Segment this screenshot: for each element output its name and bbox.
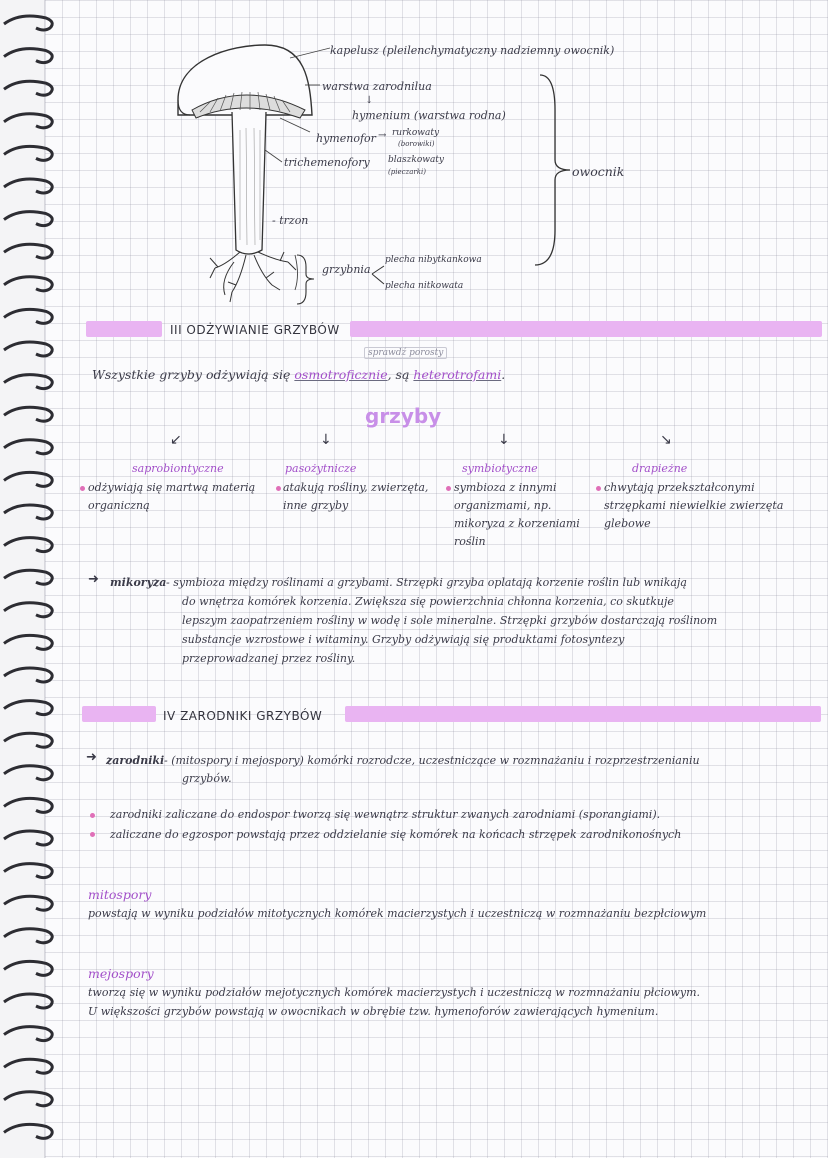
spiral-coil [4,668,52,682]
arrow-down-icon: ↓ [365,95,374,106]
spore-bullet: zaliczane do egzospor powstają przez oddzielanie się komórek na końcach strzępek zarodnikonośnych [110,828,682,841]
heading-mejospory: mejospory [88,966,154,981]
bullet-dot [90,813,95,818]
mikoryza-line: - symbioza między roślinami a grzybami. Strzępki grzyba oplatają korzenie roślin lub wnikają [166,576,687,589]
spiral-coil [4,49,52,63]
spiral-coil [4,1124,52,1138]
type-name: pasożytnicze [285,462,357,475]
spiral-coil [4,309,52,323]
type-desc: mikoryza z korzeniami [454,517,580,530]
small-brace [292,252,322,307]
arrow-down-icon: ↘ [660,432,672,448]
mikoryza-line: substancje wzrostowe i witaminy. Grzyby odżywiają się produktami fotosyntezy [182,633,625,646]
spiral-coil [4,212,52,226]
spiral-coil [4,440,52,454]
spiral-coil [4,635,52,649]
fork-lines [370,262,388,287]
type-desc: organizmami, np. [454,499,552,512]
label-plecha-nibytkankowa: plecha nibytkankowa [385,255,482,265]
intro-sentence: Wszystkie grzyby odżywiają się osmotroficznie, są heterotrofami. [92,367,506,382]
arrow-down-icon: ↙ [170,432,182,448]
label-trzon: - trzon [272,214,309,227]
highlight-bar [86,321,162,337]
highlight-bar [350,321,822,337]
spiral-coil [4,472,52,486]
zarodniki-line: grzybów. [182,772,232,785]
label-blaszkowaty-sub: (pieczarki) [388,168,426,176]
label-plecha-nitkowata: plecha nitkowata [385,281,464,291]
type-desc: inne grzyby [283,499,349,512]
bullet-dot [80,486,85,491]
spiral-coil [4,81,52,95]
spiral-coil [4,733,52,747]
label-owocnik: owocnik [572,164,625,179]
title-grzyby: grzyby [365,404,442,428]
bullet-dot [90,832,95,837]
heading-mitospory: mitospory [88,887,152,902]
arrow-right-icon: → [378,130,387,141]
spiral-coil [4,505,52,519]
arrow-right-icon: ➜ [88,572,99,587]
bullet-dot [446,486,451,491]
type-desc: atakują rośliny, zwierzęta, [283,481,429,494]
label-trichemenofory: trichemenofory [284,156,370,169]
spiral-coil [4,407,52,421]
mikoryza-line: do wnętrza komórek korzenia. Zwiększa się powierzchnia chłonna korzenia, co skutkuje [182,595,674,608]
label-warstwa: warstwa zarodnilua [322,80,432,93]
mikoryza-line: przeprowadzanej przez rośliny. [182,652,356,665]
spiral-coil [4,570,52,584]
spiral-coil [4,961,52,975]
highlight-bar [82,706,156,722]
label-blaszkowaty: blaszkowaty [388,155,445,165]
zarodniki-line: - (mitospory i mejospory) komórki rozrodcze, uczestniczące w rozmnażaniu i rozprzestrzenianiu [164,754,700,767]
spiral-coil [4,1059,52,1073]
mejospory-line: U większości grzybów powstają w owocnikach w obrębie tzw. hymenoforów zawierających hymenium. [88,1005,659,1018]
term-mikoryza: mikoryza [110,576,167,589]
spiral-coil [4,179,52,193]
section-title-zarodniki: IV ZARODNIKI GRZYBÓW [163,709,323,723]
label-rurkowaty: rurkowaty [392,128,440,138]
spiral-coil [4,994,52,1008]
label-hymenofor: hymenofor [316,132,376,145]
bullet-dot [276,486,281,491]
type-name: symbiotyczne [462,462,538,475]
spiral-coil [4,864,52,878]
type-desc: organiczną [88,499,150,512]
label-rurkowaty-sub: (borowiki) [398,140,435,148]
section-title-odzywianie: III ODŻYWIANIE GRZYBÓW [170,323,340,337]
spiral-coil [4,929,52,943]
spiral-coil [4,114,52,128]
label-grzybnia: grzybnia [322,263,371,276]
spiral-coil [4,798,52,812]
type-desc: chwytają przekształconymi [604,481,755,494]
spore-bullet: zarodniki zaliczane do endospor tworzą się wewnątrz struktur zwanych zarodniami (sporangiami). [110,808,661,821]
arrow-down-icon: ↓ [320,432,332,448]
spiral-coil [4,146,52,160]
note-pill: sprawdź porosty [364,347,447,359]
label-kapelusz: kapelusz (pleilenchymatyczny nadziemny owocnik) [330,44,615,57]
term-zarodniki: zarodniki [106,754,165,767]
spiral-coil [4,538,52,552]
type-desc: symbioza z innymi [454,481,557,494]
spiral-coil [4,603,52,617]
spiral-coil [4,1092,52,1106]
arrow-down-icon: ↓ [498,432,510,448]
spiral-coil [4,277,52,291]
mejospory-line: tworzą się w wyniku podziałów mejotycznych komórek macierzystych i uczestniczą w rozmnażaniu płciowym. [88,986,701,999]
spiral-coil [4,342,52,356]
bullet-dot [596,486,601,491]
spiral-coil [4,16,52,30]
arrow-right-icon: ➜ [86,750,97,765]
type-name: saprobiontyczne [132,462,224,475]
spiral-binding [0,0,60,1158]
spiral-coil [4,244,52,258]
spiral-coil [4,766,52,780]
type-desc: glebowe [604,517,651,530]
type-name: drapieżne [632,462,688,475]
highlight-bar [345,706,821,722]
spiral-coil [4,1027,52,1041]
type-desc: roślin [454,535,486,548]
spiral-coil [4,375,52,389]
type-desc: strzępkami niewielkie zwierzęta [604,499,784,512]
label-hymenium: hymenium (warstwa rodna) [352,109,506,122]
spiral-coil [4,831,52,845]
mitospory-text: powstają w wyniku podziałów mitotycznych komórek macierzystych i uczestniczą w rozmnażaniu bezpłciowym [88,907,707,920]
spiral-coil [4,896,52,910]
type-desc: odżywiają się martwą materią [88,481,256,494]
mikoryza-line: lepszym zaopatrzeniem rośliny w wodę i sole mineralne. Strzępki grzybów dostarczają roślinom [182,614,718,627]
spiral-coil [4,701,52,715]
